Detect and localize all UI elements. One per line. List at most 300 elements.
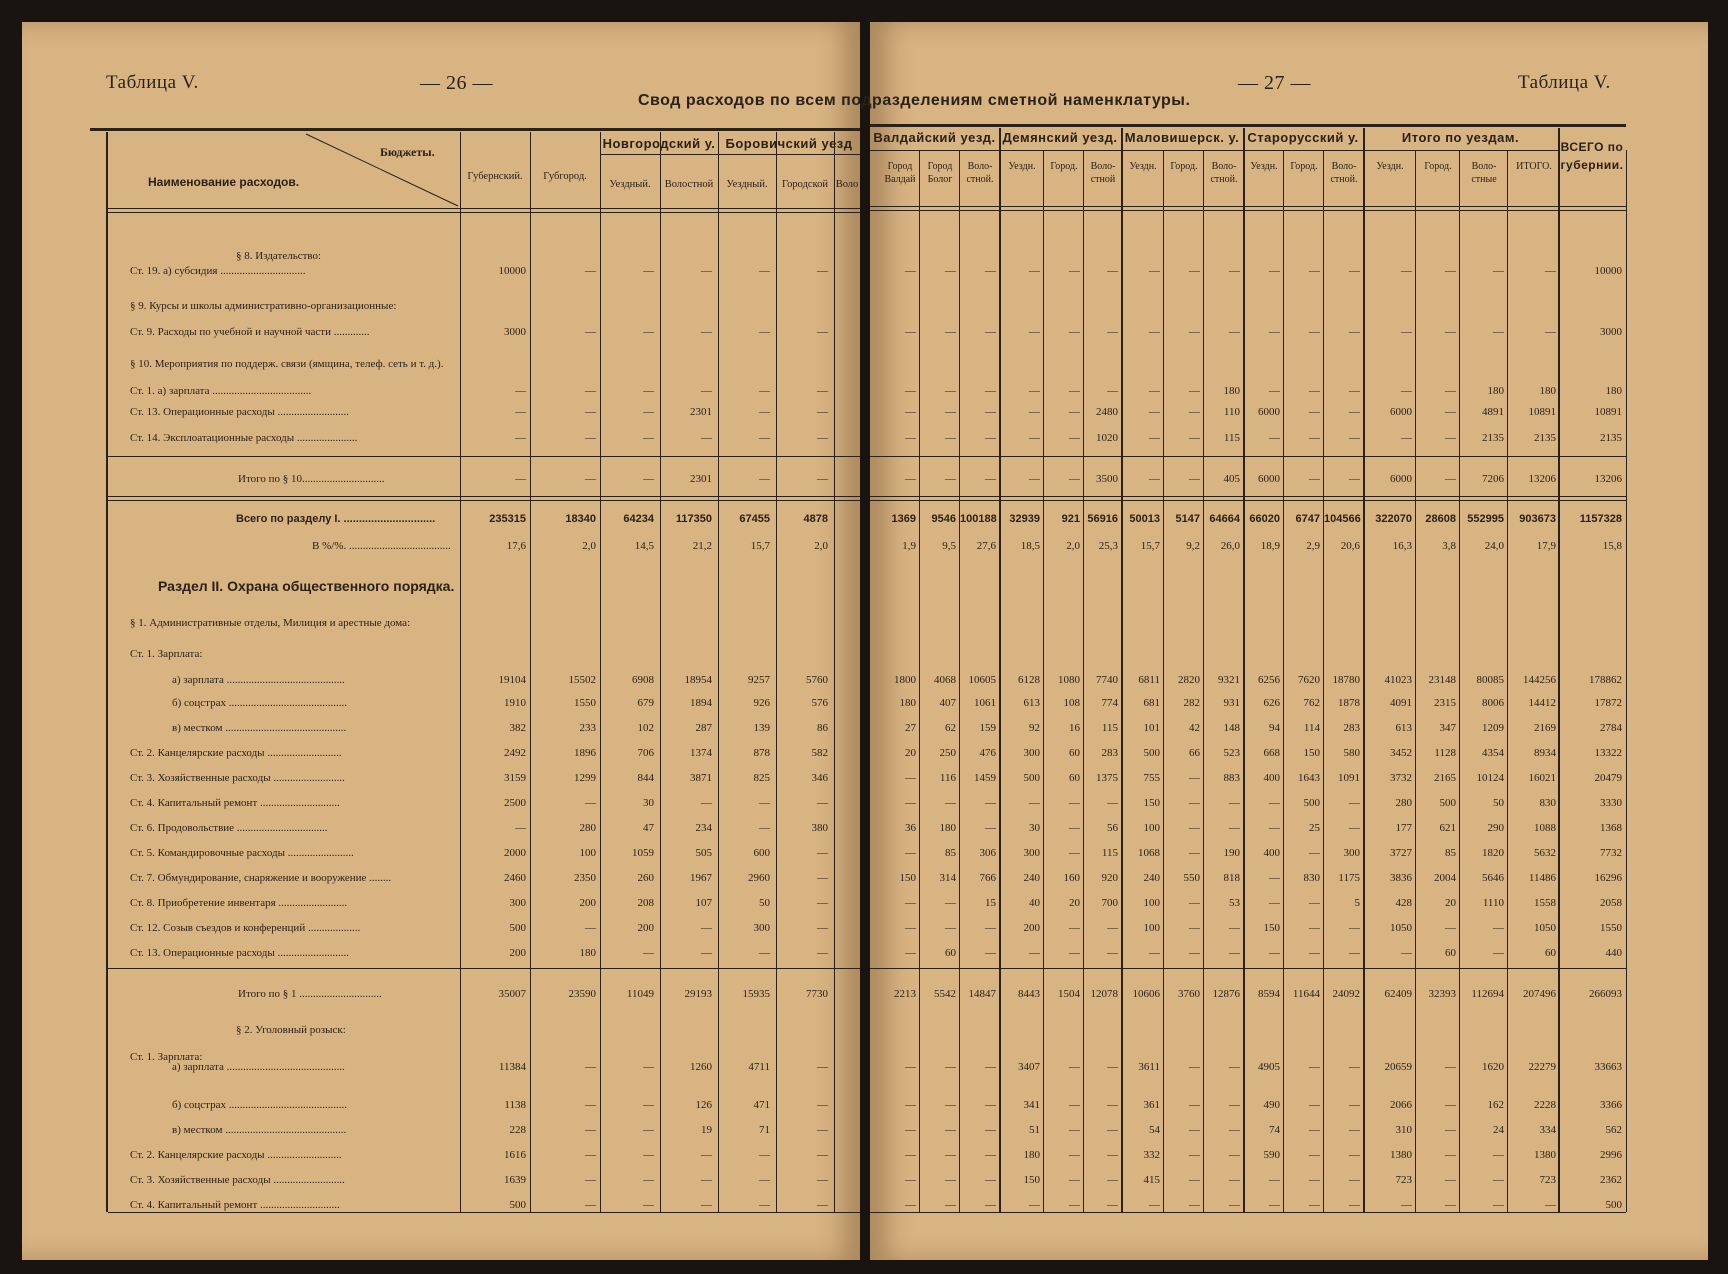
data-cell: — [585, 385, 596, 397]
data-cell: 10891 [1528, 406, 1556, 418]
data-cell: 4091 [1390, 697, 1412, 709]
data-cell: 2820 [1178, 674, 1200, 686]
data-cell: — [817, 897, 828, 909]
right-col-header: ИТОГО. [1516, 161, 1552, 172]
data-cell: 762 [1303, 697, 1320, 709]
data-cell: — [1349, 1099, 1360, 1111]
data-cell: 150 [1143, 797, 1160, 809]
data-cell: 18,5 [1020, 540, 1040, 552]
data-cell: — [643, 1061, 654, 1073]
data-cell: 921 [1061, 513, 1080, 525]
data-cell: 240 [1143, 872, 1160, 884]
right-group-vline [1121, 128, 1123, 1212]
data-cell: 25 [1309, 822, 1320, 834]
data-cell: 114 [1303, 722, 1320, 734]
data-cell: — [1493, 1149, 1504, 1161]
data-cell: — [1149, 406, 1160, 418]
data-cell: — [1269, 385, 1280, 397]
data-cell: 1050 [1390, 922, 1412, 934]
data-cell: 15,7 [1140, 540, 1160, 552]
data-cell: — [1069, 406, 1080, 418]
data-cell: 774 [1101, 697, 1118, 709]
data-cell: 2,0 [582, 540, 596, 552]
data-cell: 2500 [504, 797, 526, 809]
data-cell: 11049 [626, 988, 654, 1000]
data-cell: — [1029, 473, 1040, 485]
data-cell: 830 [1303, 872, 1320, 884]
data-cell: — [1493, 1199, 1504, 1211]
data-cell: 2058 [1600, 897, 1622, 909]
data-cell: 36 [905, 822, 916, 834]
data-cell: — [1445, 1099, 1456, 1111]
data-cell: — [817, 1149, 828, 1161]
data-cell: 5542 [934, 988, 956, 1000]
data-cell: — [1309, 847, 1320, 859]
data-cell: — [1309, 947, 1320, 959]
data-cell: — [1149, 385, 1160, 397]
data-cell: 60 [945, 947, 956, 959]
row-label: Итого по § 1 .............................. [238, 988, 382, 1000]
data-cell: — [817, 473, 828, 485]
data-cell: — [1107, 1099, 1118, 1111]
data-cell: — [1269, 822, 1280, 834]
data-cell: 56916 [1087, 513, 1118, 525]
data-cell: — [1189, 772, 1200, 784]
data-cell: 108 [1063, 697, 1080, 709]
data-cell: 3611 [1138, 1061, 1160, 1073]
left-total-rule [108, 456, 860, 457]
row-label: Ст. 7. Обмундирование, снаряжение и вооружение ........ [130, 872, 392, 884]
data-cell: 180 [1605, 385, 1622, 397]
data-cell: — [585, 1099, 596, 1111]
data-cell: — [905, 385, 916, 397]
data-cell: — [1309, 265, 1320, 277]
row-label: В %/%. ..................................... [312, 540, 451, 552]
data-cell: — [1189, 1174, 1200, 1186]
data-cell: — [1069, 1174, 1080, 1186]
data-cell: 3,8 [1442, 540, 1456, 552]
data-cell: 1128 [1434, 747, 1456, 759]
data-cell: 600 [753, 847, 770, 859]
data-cell: 322070 [1375, 513, 1412, 525]
data-cell: — [1107, 1061, 1118, 1073]
data-cell: 582 [811, 747, 828, 759]
data-cell: 16296 [1594, 872, 1622, 884]
data-cell: 6256 [1258, 674, 1280, 686]
data-cell: — [1229, 1149, 1240, 1161]
data-cell: 27,6 [976, 540, 996, 552]
data-cell: — [1229, 265, 1240, 277]
right-group-header: Итого по уездам. [1401, 130, 1520, 145]
data-cell: — [643, 406, 654, 418]
data-cell: — [1189, 1149, 1200, 1161]
data-cell: 287 [695, 722, 712, 734]
data-cell: 28608 [1425, 513, 1456, 525]
data-cell: 1894 [690, 697, 712, 709]
left-col-header: Воло [835, 179, 859, 190]
data-cell: 3330 [1600, 797, 1622, 809]
data-cell: — [643, 473, 654, 485]
data-cell: — [817, 797, 828, 809]
data-cell: — [1349, 1174, 1360, 1186]
right-group-rule [870, 150, 1558, 151]
data-cell: 3000 [1600, 326, 1622, 338]
data-cell: 104566 [1324, 513, 1361, 525]
data-cell: — [1069, 326, 1080, 338]
data-cell: — [1445, 385, 1456, 397]
data-cell: — [905, 432, 916, 444]
data-cell: 723 [1395, 1174, 1412, 1186]
data-cell: — [985, 1174, 996, 1186]
data-cell: — [1349, 406, 1360, 418]
data-cell: 1080 [1058, 674, 1080, 686]
data-cell: 180 [1023, 1149, 1040, 1161]
right-col-header: Уездн. [1376, 161, 1404, 172]
left-col-vline [718, 132, 719, 1212]
left-header-rule [108, 208, 860, 209]
data-cell: 300 [509, 897, 526, 909]
data-cell: 20 [905, 747, 916, 759]
data-cell: 66020 [1249, 513, 1280, 525]
data-cell: 2480 [1096, 406, 1118, 418]
data-cell: — [817, 1199, 828, 1211]
data-cell: — [1229, 1124, 1240, 1136]
right-group-header: Валдайский уезд. [873, 130, 996, 145]
right-col-vline [1626, 150, 1627, 1212]
data-cell: 613 [1023, 697, 1040, 709]
data-cell: 32939 [1009, 513, 1040, 525]
right-page [870, 22, 1708, 1260]
row-label: Ст. 1. Зарплата: [130, 648, 203, 660]
left-table-label: Таблица V. [106, 72, 199, 93]
data-cell: 405 [1223, 473, 1240, 485]
data-cell: — [945, 1061, 956, 1073]
data-cell: 3727 [1390, 847, 1412, 859]
row-label: Всего по разделу I. .............................. [236, 513, 436, 525]
data-cell: 1375 [1096, 772, 1118, 784]
data-cell: — [817, 1099, 828, 1111]
data-cell: 4878 [803, 513, 828, 525]
data-cell: — [945, 432, 956, 444]
data-cell: 621 [1439, 822, 1456, 834]
data-cell: — [817, 1124, 828, 1136]
data-cell: 117350 [675, 513, 712, 525]
data-cell: — [1107, 1124, 1118, 1136]
data-cell: — [1189, 385, 1200, 397]
data-cell: — [1309, 432, 1320, 444]
data-cell: — [643, 1199, 654, 1211]
data-cell: — [905, 897, 916, 909]
data-cell: 116 [939, 772, 956, 784]
data-cell: 24092 [1332, 988, 1360, 1000]
row-label: Ст. 6. Продовольствие ................................. [130, 822, 328, 834]
data-cell: 21,2 [692, 540, 712, 552]
data-cell: — [905, 772, 916, 784]
data-cell: 3452 [1390, 747, 1412, 759]
data-cell: — [1069, 432, 1080, 444]
data-cell: 341 [1023, 1099, 1040, 1111]
data-cell: — [759, 326, 770, 338]
right-page-number: — 27 — [1238, 72, 1311, 94]
data-cell: — [1493, 947, 1504, 959]
data-cell: 14,5 [634, 540, 654, 552]
data-cell: — [643, 265, 654, 277]
data-cell: — [905, 922, 916, 934]
data-cell: 180 [1223, 385, 1240, 397]
left-col-header: Уездный. [726, 179, 768, 190]
data-cell: — [759, 473, 770, 485]
data-cell: — [945, 1124, 956, 1136]
data-cell: 1380 [1390, 1149, 1412, 1161]
data-cell: — [515, 385, 526, 397]
data-cell: 32393 [1428, 988, 1456, 1000]
data-cell: 15,8 [1602, 540, 1622, 552]
row-label: в) местком ............................................ [172, 1124, 347, 1136]
data-cell: — [1189, 265, 1200, 277]
data-cell: 5147 [1175, 513, 1200, 525]
data-cell: — [1445, 1149, 1456, 1161]
data-cell: 844 [637, 772, 654, 784]
data-cell: 9321 [1218, 674, 1240, 686]
data-cell: — [515, 473, 526, 485]
data-cell: 5646 [1482, 872, 1504, 884]
data-cell: 613 [1395, 722, 1412, 734]
left-group-rule [600, 154, 860, 155]
data-cell: 668 [1263, 747, 1280, 759]
data-cell: — [1069, 1124, 1080, 1136]
data-cell: 11384 [498, 1061, 526, 1073]
data-cell: 12876 [1212, 988, 1240, 1000]
right-col-header: Воло-стной. [1210, 161, 1238, 185]
data-cell: 180 [899, 697, 916, 709]
data-cell: — [985, 406, 996, 418]
data-cell: — [515, 822, 526, 834]
data-cell: 1068 [1138, 847, 1160, 859]
data-cell: 1369 [891, 513, 916, 525]
data-cell: — [1069, 385, 1080, 397]
row-label: Ст. 8. Приобретение инвентаря ......................... [130, 897, 348, 909]
data-cell: — [759, 797, 770, 809]
data-cell: — [1445, 432, 1456, 444]
data-cell: 67455 [739, 513, 770, 525]
data-cell: 10606 [1132, 988, 1160, 1000]
data-cell: 19 [701, 1124, 712, 1136]
left-bottom-rule [108, 1212, 860, 1213]
data-cell: 40 [1029, 897, 1040, 909]
data-cell: — [945, 385, 956, 397]
data-cell: 382 [509, 722, 526, 734]
data-cell: — [1401, 326, 1412, 338]
right-group-vline [999, 128, 1001, 1212]
data-cell: 228 [509, 1124, 526, 1136]
data-cell: — [1029, 326, 1040, 338]
row-label: а) зарплата ........................................... [172, 1061, 345, 1073]
data-cell: 679 [637, 697, 654, 709]
data-cell: 115 [1223, 432, 1240, 444]
row-label: Ст. 9. Расходы по учебной и научной части ............. [130, 326, 370, 338]
data-cell: 1088 [1534, 822, 1556, 834]
data-cell: 200 [579, 897, 596, 909]
data-cell: 101 [1143, 722, 1160, 734]
data-cell: 50 [759, 897, 770, 909]
data-cell: — [817, 847, 828, 859]
data-cell: 260 [637, 872, 654, 884]
data-cell: — [945, 265, 956, 277]
data-cell: 14412 [1528, 697, 1556, 709]
data-cell: — [1309, 406, 1320, 418]
data-cell: 490 [1263, 1099, 1280, 1111]
data-cell: 723 [1539, 1174, 1556, 1186]
data-cell: — [905, 406, 916, 418]
left-total-rule [108, 500, 860, 501]
row-label: Ст. 3. Хозяйственные расходы .......................... [130, 1174, 345, 1186]
data-cell: — [1189, 947, 1200, 959]
data-cell: — [585, 473, 596, 485]
data-cell: 3159 [504, 772, 526, 784]
data-cell: — [1349, 1124, 1360, 1136]
data-cell: 3760 [1178, 988, 1200, 1000]
data-cell: 6000 [1390, 406, 1412, 418]
row-label: Ст. 13. Операционные расходы .......................... [130, 406, 349, 418]
data-cell: — [643, 385, 654, 397]
data-cell: — [1309, 1149, 1320, 1161]
data-cell: 162 [1487, 1099, 1504, 1111]
data-cell: 144256 [1523, 674, 1556, 686]
data-cell: 1820 [1482, 847, 1504, 859]
data-cell: 42 [1189, 722, 1200, 734]
data-cell: — [759, 1174, 770, 1186]
data-cell: 1374 [690, 747, 712, 759]
data-cell: — [1189, 822, 1200, 834]
left-col-header: Губернский. [467, 171, 523, 182]
data-cell: — [1309, 1199, 1320, 1211]
data-cell: — [1349, 1199, 1360, 1211]
data-cell: — [985, 822, 996, 834]
data-cell: — [1269, 1199, 1280, 1211]
data-cell: 266093 [1589, 988, 1622, 1000]
data-cell: — [905, 265, 916, 277]
left-col-header: Уездный. [609, 179, 651, 190]
data-cell: 6000 [1258, 406, 1280, 418]
data-cell: 159 [979, 722, 996, 734]
data-cell: 505 [695, 847, 712, 859]
data-cell: — [701, 385, 712, 397]
data-cell: 300 [1343, 847, 1360, 859]
data-cell: — [945, 406, 956, 418]
data-cell: 926 [753, 697, 770, 709]
data-cell: 60 [1069, 747, 1080, 759]
data-cell: 500 [1439, 797, 1456, 809]
data-cell: 180 [939, 822, 956, 834]
data-cell: 5632 [1534, 847, 1556, 859]
data-cell: 64234 [623, 513, 654, 525]
data-cell: 920 [1101, 872, 1118, 884]
data-cell: 562 [1605, 1124, 1622, 1136]
row-label: Итого по § 10.............................. [238, 473, 385, 485]
data-cell: 16021 [1528, 772, 1556, 784]
data-cell: — [701, 432, 712, 444]
right-col-header: Город. [1050, 161, 1078, 172]
data-cell: — [1107, 797, 1118, 809]
data-cell: 1896 [574, 747, 596, 759]
data-cell: 3732 [1390, 772, 1412, 784]
data-cell: — [643, 432, 654, 444]
data-cell: — [985, 385, 996, 397]
data-cell: 1,9 [902, 540, 916, 552]
data-cell: 10891 [1594, 406, 1622, 418]
data-cell: 2784 [1600, 722, 1622, 734]
data-cell: 20479 [1594, 772, 1622, 784]
data-cell: 23148 [1428, 674, 1456, 686]
data-cell: — [759, 265, 770, 277]
data-cell: 18340 [565, 513, 596, 525]
data-cell: — [817, 1061, 828, 1073]
data-cell: — [945, 473, 956, 485]
data-cell: 20,6 [1340, 540, 1360, 552]
data-cell: 4711 [748, 1061, 770, 1073]
data-cell: 282 [1183, 697, 1200, 709]
data-cell: — [1029, 1199, 1040, 1211]
data-cell: 1616 [504, 1149, 526, 1161]
data-cell: — [985, 947, 996, 959]
data-cell: 102 [637, 722, 654, 734]
data-cell: 180 [579, 947, 596, 959]
data-cell: 2169 [1534, 722, 1556, 734]
data-cell: — [1269, 797, 1280, 809]
data-cell: 7620 [1298, 674, 1320, 686]
data-cell: 27 [905, 722, 916, 734]
data-cell: 15 [985, 897, 996, 909]
data-cell: 5 [1354, 897, 1360, 909]
data-cell: — [905, 797, 916, 809]
left-outer-vline [106, 132, 108, 1212]
data-cell: 4068 [934, 674, 956, 686]
data-cell: — [945, 1149, 956, 1161]
data-cell: 56 [1107, 822, 1118, 834]
data-cell: — [643, 1099, 654, 1111]
data-cell: 1620 [1482, 1061, 1504, 1073]
data-cell: 94 [1269, 722, 1280, 734]
data-cell: — [1493, 922, 1504, 934]
data-cell: 5760 [806, 674, 828, 686]
data-cell: — [1189, 473, 1200, 485]
data-cell: — [945, 1174, 956, 1186]
data-cell: 2492 [504, 747, 526, 759]
data-cell: — [643, 326, 654, 338]
data-cell: 74 [1269, 1124, 1280, 1136]
data-cell: 148 [1223, 722, 1240, 734]
data-cell: 347 [1439, 722, 1456, 734]
data-cell: 10000 [498, 265, 526, 277]
data-cell: 332 [1143, 1149, 1160, 1161]
data-cell: — [817, 432, 828, 444]
data-cell: 10605 [968, 674, 996, 686]
data-cell: — [1069, 1199, 1080, 1211]
data-cell: 7730 [806, 988, 828, 1000]
data-cell: 9257 [748, 674, 770, 686]
data-cell: 1380 [1534, 1149, 1556, 1161]
data-cell: — [1229, 797, 1240, 809]
right-total-rule [870, 456, 1626, 457]
right-col-header: Город Болог [927, 161, 953, 185]
data-cell: — [1149, 326, 1160, 338]
data-cell: 400 [1263, 772, 1280, 784]
data-cell: 62409 [1384, 988, 1412, 1000]
data-cell: — [1107, 326, 1118, 338]
data-cell: 60 [1069, 772, 1080, 784]
data-cell: — [1107, 1199, 1118, 1211]
data-cell: — [1445, 1174, 1456, 1186]
